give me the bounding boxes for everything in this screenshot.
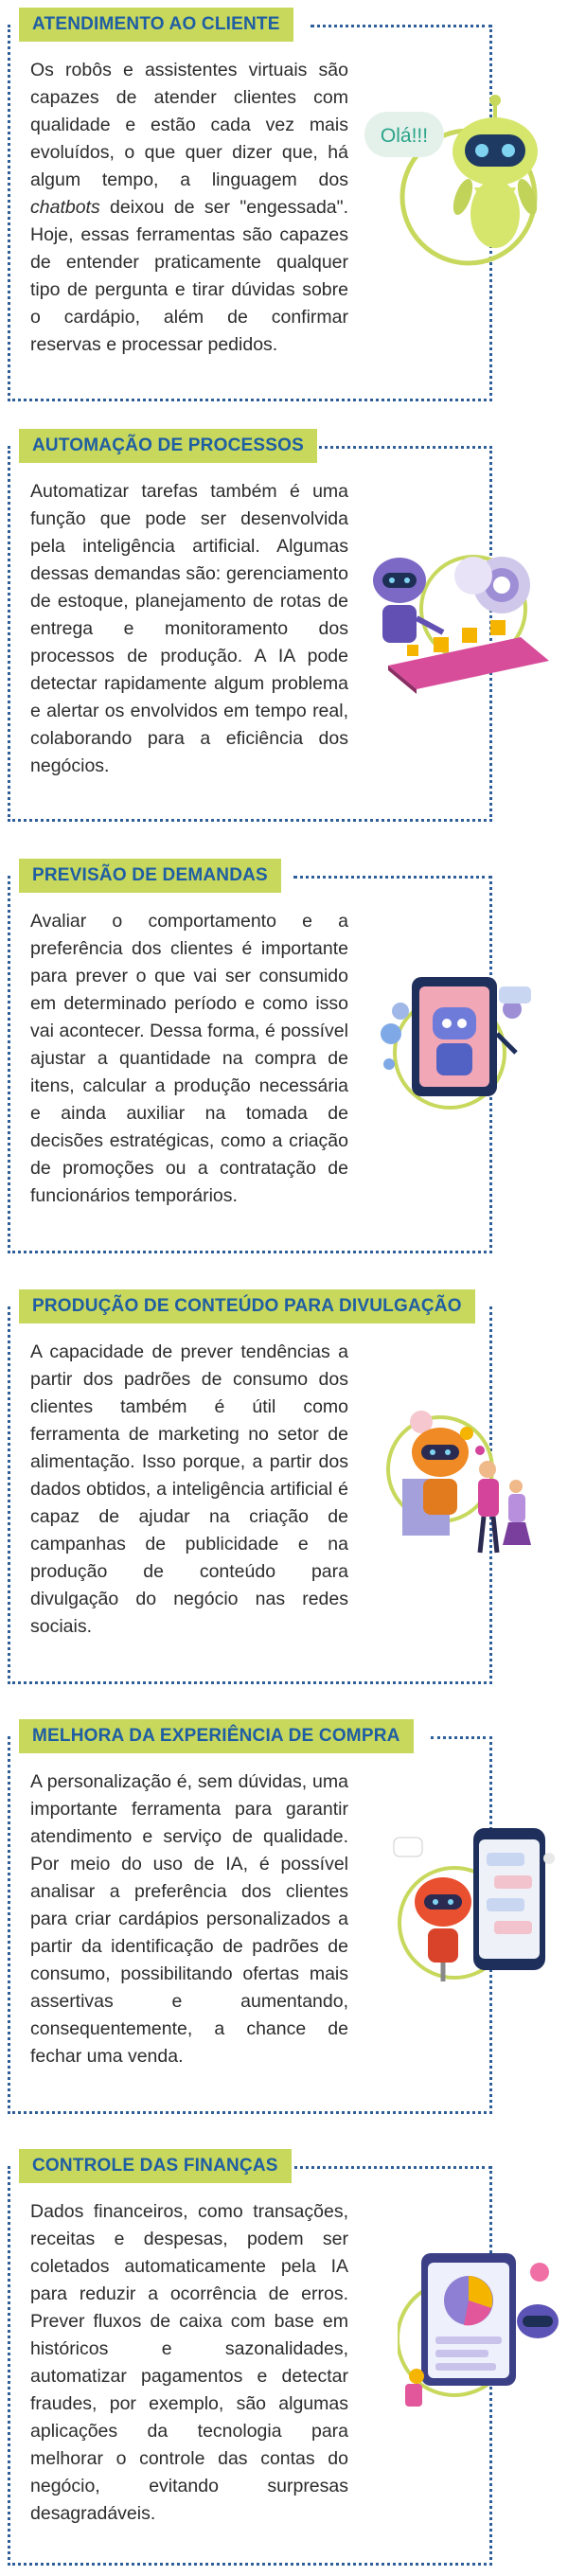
robot-marketing-illustration	[374, 1394, 554, 1573]
section-producao-conteudo	[0, 1289, 568, 1687]
section-text: Avaliar o comportamento e a preferência dos clientes é importante para prever o que vai ser consumido em determinado período e como isso vai acontecer. Dessa forma, é possível ajustar a quantidade na compra de itens, calcular a produção necessária e ainda auxiliar na tomada de decisões estratégicas, como a criação de promoções ou a contratação de funcionários temporários.	[30, 911, 348, 1206]
section-automacao	[0, 429, 568, 826]
section-text: A capacidade de prever tendências a partir dos padrões de consumo dos clientes também é útil como ferramenta de marketing no setor de alimentação. Isso porque, a partir dos dados obtidos, a inteligência artificial é capaz de ajudar na criação de campanhas de publicidade e na produção de conteúdo para divulgação do negócio nas redes sociais.	[30, 1341, 348, 1637]
section-title: AUTOMAÇÃO DE PROCESSOS	[19, 429, 317, 463]
robot-tablet-illustration	[374, 958, 544, 1128]
section-controle-financas	[0, 2149, 568, 2566]
section-text: Automatizar tarefas também é uma função que pode ser desenvolvida pela inteligência artificial. Algumas dessas demandas são: gerenciamento de estoque, planejamento de rotas de entrega e monitoramento dos processos de produção. A IA pode detectar rapidamente algum problema e alertar os envolvidos em tempo real, colaborando para a eficiência dos negócios.	[30, 481, 348, 776]
section-title: PRODUÇÃO DE CONTEÚDO PARA DIVULGAÇÃO	[19, 1289, 475, 1324]
robot-phone-illustration	[388, 1819, 563, 1999]
section-title: PREVISÃO DE DEMANDAS	[19, 859, 281, 893]
section-text: A personalização é, sem dúvidas, uma importante ferramenta para garantir atendimento e serviço de qualidade. Por meio do uso de IA, é possível analisar a preferência dos clientes para criar cardápios personalizados a partir da identificação de padrões de consumo, possibilitando ofertas mais assertivas e aumentando, consequentemente, a chance de fechar uma venda.	[30, 1771, 348, 2067]
greeting-bubble: Olá!!!	[380, 125, 429, 147]
section-experiencia-compra	[0, 1719, 568, 2117]
section-title: MELHORA DA EXPERIÊNCIA DE COMPRA	[19, 1719, 414, 1753]
section-atendimento	[0, 8, 568, 405]
section-text: Dados financeiros, como transações, receitas e despesas, podem ser coletados automaticamente pela IA para reduzir a ocorrência de erros. Prever fluxos de caixa com base em históricos e sazonalidades, automatizar pagamentos e detectar fraudes, por exemplo, são algumas aplicações da tecnologia para melhorar o controle das contas do negócio, evitando surpresas desagradáveis.	[30, 2201, 348, 2524]
section-title: ATENDIMENTO AO CLIENTE	[19, 8, 293, 42]
section-previsao	[0, 859, 568, 1256]
chatbot-robot-illustration	[355, 93, 554, 273]
robot-conveyor-illustration	[369, 533, 559, 694]
section-text: Os robôs e assistentes virtuais são capazes de atender clientes com qualidade e estão cada vez mais evoluídos, o que quer dizer que, há algum tempo, a linguagem dos chatbots deixou de ser "engessada". Hoje, essas ferramentas são capazes de entender praticamente qualquer tipo de pergunta e tirar dúvidas sobre o cardápio, além de confirmar reservas e processar pedidos.	[30, 60, 348, 355]
section-title: CONTROLE DAS FINANÇAS	[19, 2149, 292, 2183]
robot-finance-illustration	[398, 2234, 563, 2414]
